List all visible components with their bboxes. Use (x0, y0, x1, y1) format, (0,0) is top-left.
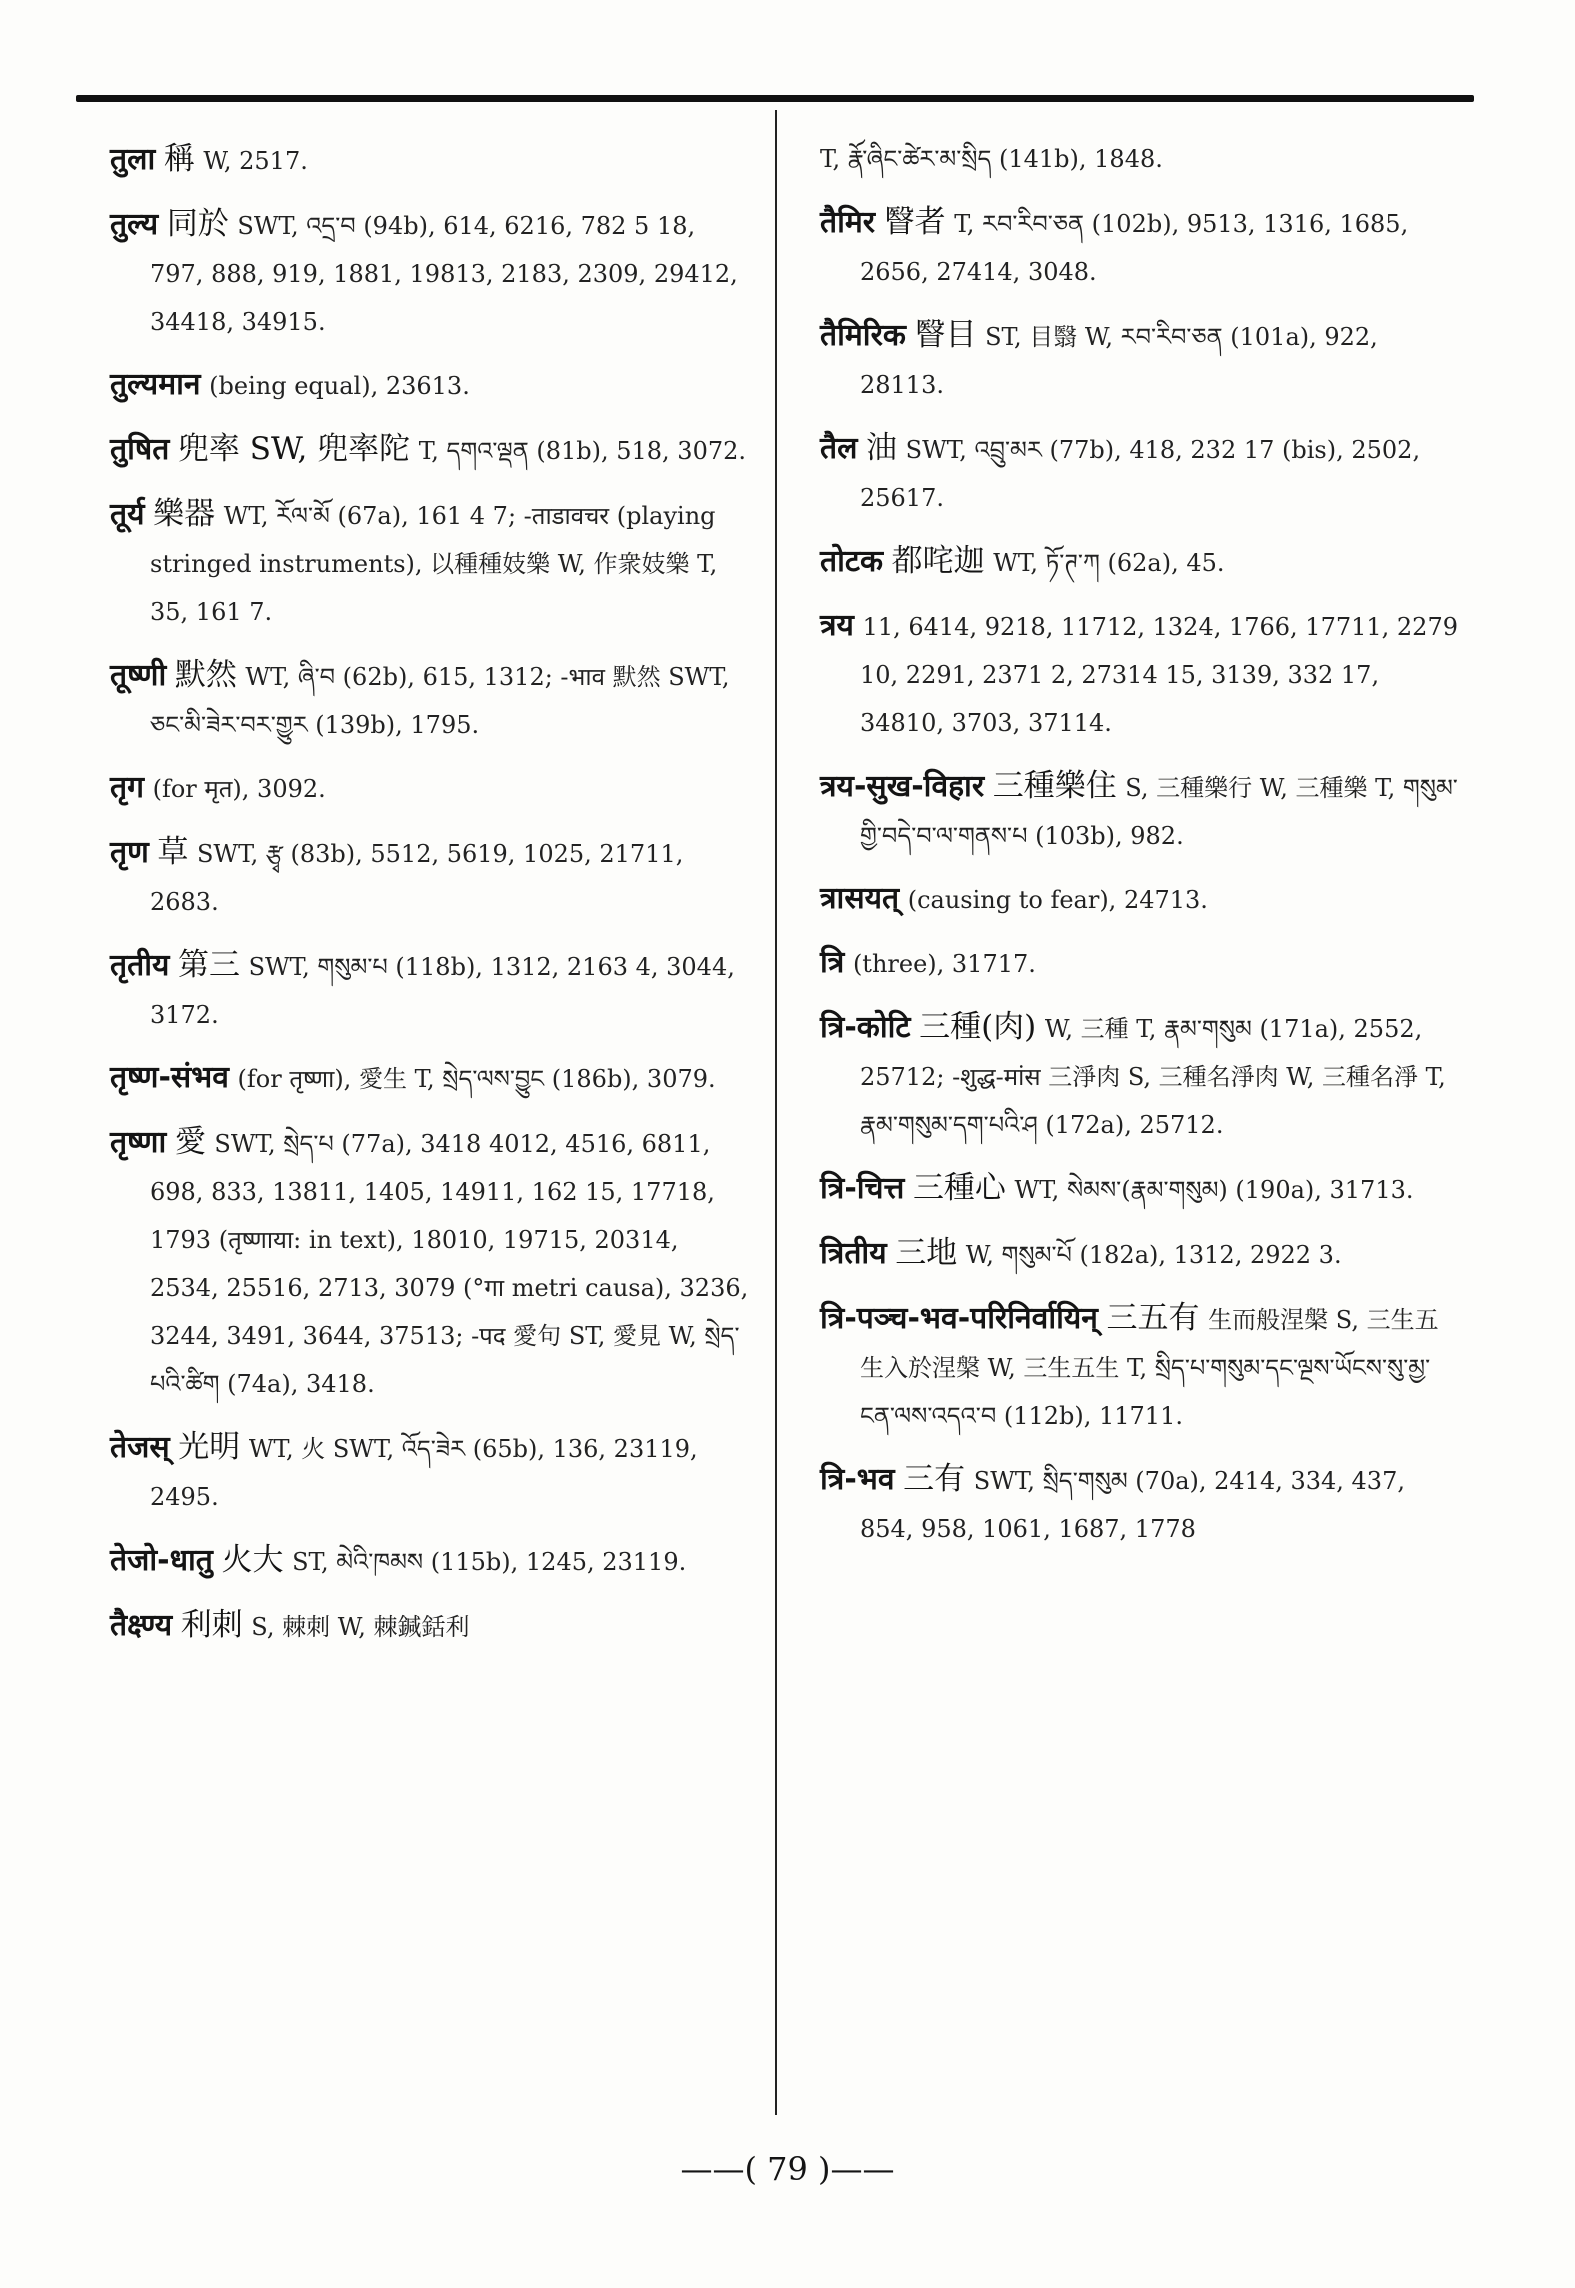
dictionary-entry (110, 1054, 750, 1103)
dictionary-entry (820, 198, 1460, 296)
headword: त्रय (820, 608, 854, 643)
dictionary-entry (110, 1536, 750, 1586)
dictionary-entry (110, 135, 750, 185)
dictionary-entry (820, 762, 1460, 860)
entry-body: T, རྣོ་ཞིང་ཚེར་མ་སྲིད (141b), 1848. (820, 145, 1163, 173)
entry-body: 11, 6414, 9218, 11712, 1324, 1766, 17711, 2279 10, 2291, 2371 2, 27314 15, 3139, 332 17, 34810, 3703, 37114. (860, 613, 1458, 737)
entry-body: W, 三種 T, རྣམ་གསུམ (171a), 2552, 25712; -शुद्ध-मांस 三淨肉 S, 三種名淨肉 W, 三種名淨 T, རྣམ་གསུམ་དག་པའི་ཤ (172a), 25712. (860, 1015, 1446, 1139)
headword: त्रासयत् (820, 881, 900, 916)
chinese-gloss: 同於 (166, 206, 229, 242)
chinese-gloss: 三種樂住 (992, 768, 1117, 804)
chinese-gloss: 三種(肉) (919, 1009, 1037, 1045)
chinese-gloss: 第三 (177, 947, 240, 983)
entry-body: ST, 目翳 W, རབ་རིབ་ཅན (101a), 922, 28113. (860, 323, 1378, 399)
headword: त्रि-भव (820, 1462, 895, 1497)
chinese-gloss: 三有 (903, 1461, 966, 1497)
chinese-gloss: 草 (157, 834, 189, 870)
dictionary-entry (820, 424, 1460, 522)
chinese-gloss: 稱 (163, 141, 195, 177)
chinese-gloss: 光明 (178, 1429, 241, 1465)
headword: तेजो-धातु (110, 1543, 213, 1578)
chinese-gloss: 瞖者 (883, 204, 946, 240)
headword: तृष्ण-संभव (110, 1060, 229, 1095)
entry-body: W, 2517. (203, 147, 308, 175)
dictionary-entry (110, 651, 750, 749)
headword: त्रि-पञ्च-भव-परिनिर्वायिन् (820, 1301, 1098, 1336)
headword: तूर्य (110, 497, 145, 532)
headword: तृतीय (110, 948, 170, 983)
entry-body: S, 三種樂行 W, 三種樂 T, གསུམ་གྱི་བདེ་བ་ལ་གནས་པ (103b), 982. (860, 774, 1458, 850)
chinese-gloss: 三種心 (912, 1170, 1006, 1206)
headword: तृण (110, 835, 149, 870)
chinese-gloss: 愛 (174, 1124, 206, 1160)
dictionary-entry (110, 828, 750, 926)
dictionary-entry (820, 602, 1460, 747)
right-column (820, 135, 1460, 1568)
headword: त्रि (820, 945, 845, 980)
entry-body: WT, ཏོ་ཊ་ཀ (62a), 45. (993, 549, 1225, 577)
dictionary-entry (820, 537, 1460, 587)
entry-body: WT, རོལ་མོ (67a), 161 4 7; -ताडावचर (playing stringed instruments), 以種種妓樂 W, 作衆妓樂 T, 35, 161 7. (150, 502, 718, 626)
dictionary-entry (110, 200, 750, 346)
headword: तुषित (110, 432, 170, 467)
chinese-gloss: 利刺 (180, 1607, 243, 1643)
entry-body: SWT, སྲིད་གསུམ (70a), 2414, 334, 437, 854, 958, 1061, 1687, 1778 (860, 1467, 1405, 1543)
chinese-gloss: 瞖目 (914, 317, 977, 353)
dictionary-entry (110, 490, 750, 636)
dictionary-entry (820, 1003, 1460, 1149)
headword: त्रि-कोटि (820, 1010, 911, 1045)
headword: तैल (820, 431, 858, 466)
headword: त्रितीय (820, 1236, 887, 1271)
entry-body: WT, ཞི་བ (62b), 615, 1312; -भाव 默然 SWT, ཅང་མི་ཟེར་བར་གྱུར (139b), 1795. (150, 663, 730, 739)
entry-body: SWT, གསུམ་པ (118b), 1312, 2163 4, 3044, 3172. (150, 953, 735, 1029)
chinese-gloss: 火大 (221, 1542, 284, 1578)
entry-body: SWT, འདྲ་བ (94b), 614, 6216, 782 5 18, 797, 888, 919, 1881, 19813, 2183, 2309, 29412, 34418, 34915. (150, 212, 738, 336)
chinese-gloss: 默然 (174, 657, 237, 693)
dictionary-entry (110, 1423, 750, 1521)
left-column (110, 135, 750, 1666)
dictionary-entry (110, 361, 750, 410)
entry-body: SWT, སྲེད་པ (77a), 3418 4012, 4516, 6811, 698, 833, 13811, 1405, 14911, 162 15, 17718, 1793 (तृष्णाया: in text), 18010, 19715, 20314, 2534, 25516, 2713, 3079 (°गा metri causa), 3236, 3244, 3491, 3644, 37513; -पद 愛句 ST, 愛見 W, སྲེད་པའི་ཚིག (74a), 3418. (150, 1130, 749, 1398)
entry-body: ST, མེའི་ཁམས (115b), 1245, 23119. (292, 1548, 687, 1576)
entry-body: WT, 火 SWT, འོད་ཟེར (65b), 136, 23119, 2495. (150, 1435, 698, 1511)
column-divider (775, 110, 777, 2115)
dictionary-entry (820, 1294, 1460, 1440)
entry-body: SWT, རྩྭ (83b), 5512, 5619, 1025, 21711, 2683. (150, 840, 684, 916)
dictionary-entry (110, 425, 750, 475)
top-rule (76, 95, 1474, 102)
entry-body: (being equal), 23613. (209, 372, 470, 400)
headword: तैमिर (820, 205, 876, 240)
dictionary-entry (110, 764, 750, 813)
dictionary-entry (110, 941, 750, 1039)
entry-body: (three), 31717. (852, 950, 1036, 978)
chinese-gloss: 都咤迦 (891, 543, 985, 579)
entry-body: S, 棘刺 W, 棘鍼銛利 (251, 1613, 470, 1641)
dictionary-entry (820, 135, 1460, 183)
entry-body: WT, སེམས་(རྣམ་གསུམ) (190a), 31713. (1014, 1176, 1414, 1204)
dictionary-entry (110, 1118, 750, 1408)
headword: तेजस् (110, 1430, 170, 1465)
headword: तृष्णा (110, 1125, 167, 1160)
entry-body: (for तृष्णा), 愛生 T, སྲེད་ལས་བྱུང (186b), 3079. (237, 1065, 716, 1093)
entry-body: SWT, འབྲུ་མར (77b), 418, 232 17 (bis), 2502, 25617. (860, 436, 1421, 512)
headword: तोटक (820, 544, 884, 579)
chinese-gloss: 三五有 (1106, 1300, 1200, 1336)
entry-body: (for मृत), 3092. (152, 775, 326, 803)
dictionary-entry (820, 1164, 1460, 1214)
chinese-gloss: 樂器 (153, 496, 216, 532)
entry-body: T, རབ་རིབ་ཅན (102b), 9513, 1316, 1685, 2656, 27414, 3048. (860, 210, 1409, 286)
headword: तैमिरिक (820, 318, 906, 353)
headword: तृग (110, 770, 144, 805)
entry-body: 生而般涅槃 S, 三生五生入於涅槃 W, 三生五生 T, སྲིད་པ་གསུམ་དང་ལྔས་ཡོངས་སུ་མྱ་ངན་ལས་འདའ་བ (112b), 11711. (860, 1306, 1439, 1430)
headword: त्रि-चित्त (820, 1171, 905, 1206)
entry-body: (causing to fear), 24713. (907, 886, 1208, 914)
chinese-gloss: 油 (866, 430, 898, 466)
chinese-gloss: 三地 (895, 1235, 958, 1271)
dictionary-entry (820, 311, 1460, 409)
headword: त्रय-सुख-विहार (820, 769, 985, 804)
headword: तुला (110, 142, 156, 177)
headword: तूष्णी (110, 658, 167, 693)
headword: तुल्यमान (110, 367, 201, 402)
dictionary-entry (820, 1229, 1460, 1279)
headword: तैक्ष्ण्य (110, 1608, 173, 1643)
chinese-gloss: 兜率 SW, 兜率陀 (177, 431, 411, 467)
dictionary-entry (110, 1601, 750, 1651)
dictionary-entry (820, 939, 1460, 988)
entry-body: T, དགའ་ལྡན (81b), 518, 3072. (418, 437, 747, 465)
dictionary-entry (820, 1455, 1460, 1553)
page-number: ——( 79 )—— (680, 2150, 895, 2188)
entry-body: W, གསུམ་པོ (182a), 1312, 2922 3. (965, 1241, 1342, 1269)
headword: तुल्य (110, 207, 159, 242)
dictionary-entry (820, 875, 1460, 924)
